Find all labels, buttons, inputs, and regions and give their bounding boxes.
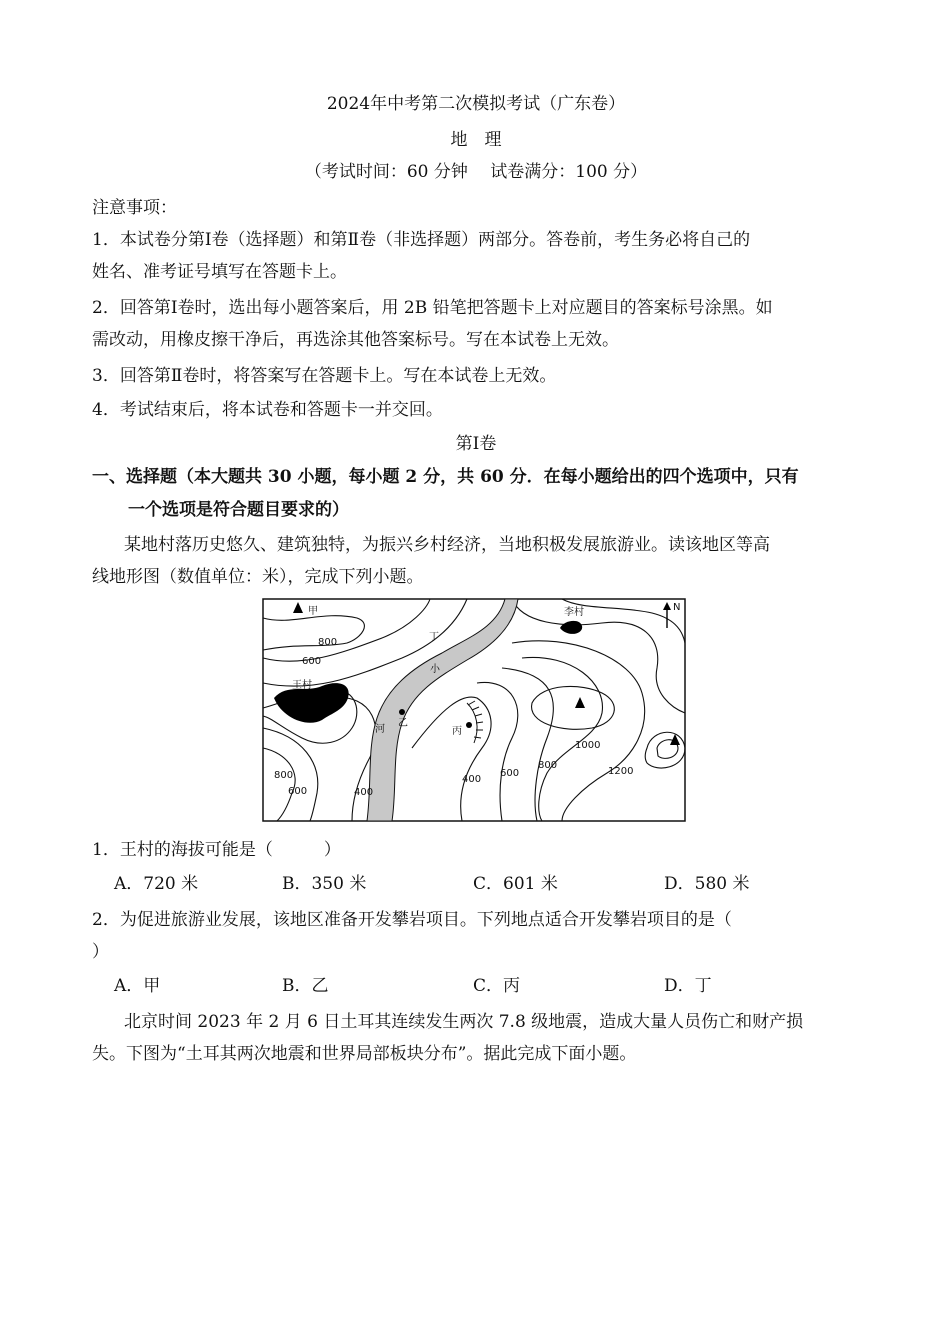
q1-option-c: C．601 米 (473, 874, 558, 894)
label-wangcun: 王村 (292, 680, 312, 691)
q1-option-a: A．720 米 (114, 874, 199, 894)
label-c1200: 1200 (608, 766, 634, 777)
point-yi (399, 709, 405, 715)
notice-item-3: 3．回答第Ⅱ卷时，将答案写在答题卡上。写在本试卷上无效。 (92, 366, 557, 386)
label-jia: 甲 (308, 606, 318, 617)
q1-option-d: D．580 米 (664, 874, 750, 894)
q1-stem: 1．王村的海拔可能是（ ） (92, 840, 341, 860)
label-c600-mid: 600 (500, 768, 520, 779)
q1-option-b: B．350 米 (282, 874, 367, 894)
label-c800-nw: 800 (318, 637, 338, 648)
q2-option-a: A．甲 (114, 976, 161, 996)
section-heading: 一、选择题（本大题共 30 小题，每小题 2 分，共 60 分．在每小题给出的四个选项中，只有 (92, 467, 799, 487)
label-c600-sw: 600 (288, 786, 308, 797)
notice-item-4: 4．考试结束后，将本试卷和答题卡一并交回。 (92, 400, 443, 420)
notice-item-2: 2．回答第Ⅰ卷时，选出每小题答案后，用 2B 铅笔把答题卡上对应题目的答案标号涂黑。如 (92, 298, 773, 318)
label-c800-sw: 800 (274, 770, 294, 781)
subject-title: 地 理 (450, 130, 502, 150)
q2-option-b: B．乙 (282, 976, 329, 996)
q2-option-d: D．丁 (664, 976, 712, 996)
label-c400-sw: 400 (354, 787, 374, 798)
contour-map (262, 598, 686, 822)
point-bing (466, 722, 472, 728)
q2-stem: 2．为促进旅游业发展，该地区准备开发攀岩项目。下列地点适合开发攀岩项目的是（ (92, 910, 732, 930)
label-c1000: 1000 (575, 740, 601, 751)
notice-item-2-cont: 需改动，用橡皮擦干净后，再选涂其他答案标号。写在本试卷上无效。 (92, 330, 619, 350)
label-river-1: 小 (430, 664, 440, 675)
label-c400-mid: 400 (462, 774, 482, 785)
q2-stem-cont: ） (92, 942, 109, 962)
section-heading-cont: 一个选项是符合题目要求的） (128, 500, 349, 520)
passage-2-cont: 失。下图为“土耳其两次地震和世界局部板块分布”。据此完成下面小题。 (92, 1044, 637, 1064)
label-north: N (673, 602, 681, 613)
notice-item-1-cont: 姓名、准考证号填写在答题卡上。 (92, 262, 347, 282)
notice-item-1: 1．本试卷分第Ⅰ卷（选择题）和第Ⅱ卷（非选择题）两部分。答卷前，考生务必将自己的 (92, 230, 751, 250)
label-c600-nw: 600 (302, 656, 322, 667)
passage-1: 某地村落历史悠久、建筑独特，为振兴乡村经济，当地积极发展旅游业。读该地区等高 (124, 535, 770, 555)
label-c800-mid: 800 (538, 760, 558, 771)
exam-info: （考试时间：60 分钟 试卷满分：100 分） (304, 162, 648, 182)
part-title: 第Ⅰ卷 (455, 434, 497, 454)
passage-2: 北京时间 2023 年 2 月 6 日土耳其连续发生两次 7.8 级地震，造成大量人员伤亡和财产损 (124, 1012, 804, 1032)
q2-option-c: C．丙 (473, 976, 521, 996)
exam-title: 2024年中考第二次模拟考试（广东卷） (326, 94, 626, 114)
notice-heading: 注意事项： (92, 198, 177, 218)
label-licun: 李村 (564, 607, 584, 618)
label-yi: 乙 (398, 718, 408, 729)
label-bing: 丙 (452, 726, 462, 737)
label-river-2: 河 (375, 724, 385, 735)
passage-1-cont: 线地形图（数值单位：米），完成下列小题。 (92, 567, 424, 587)
label-ding: 丁 (429, 632, 439, 643)
